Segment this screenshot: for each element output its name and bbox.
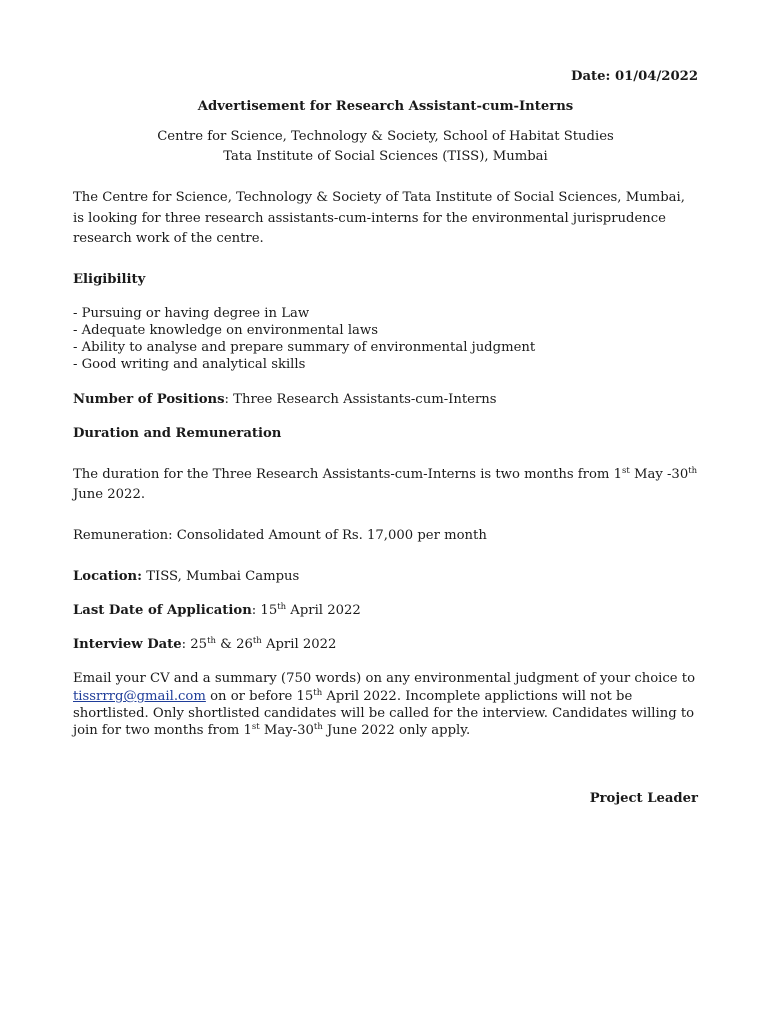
last-date-line <box>73 602 698 619</box>
duration-text: May -30 <box>629 467 689 482</box>
eligibility-heading: Eligibility <box>73 272 146 287</box>
apply-text: April 2022. Incomplete applictions will not be <box>322 689 633 704</box>
ordinal-suffix: st <box>622 466 630 476</box>
location-line <box>73 568 698 585</box>
apply-line-3: shortlisted. Only shortlisted candidates will be called for the interview. Candidates willing to <box>73 706 695 721</box>
email-link[interactable]: tissrrrg@gmail.com <box>73 689 206 704</box>
duration-line-1 <box>73 466 698 483</box>
last-date-value: : 15 <box>251 603 278 618</box>
location-value: TISS, Mumbai Campus <box>142 569 300 584</box>
intro-line-2: is looking for three research assistants-cum-interns for the environmental jurisprudence <box>73 211 666 226</box>
ordinal-suffix: th <box>313 688 323 698</box>
interview-date-value: April 2022 <box>261 637 337 652</box>
ordinal-suffix: th <box>252 636 262 646</box>
duration-heading: Duration and Remuneration <box>73 426 282 441</box>
eligibility-item: - Adequate knowledge on environmental laws <box>73 323 378 338</box>
interview-date-label: Interview Date <box>73 637 182 652</box>
apply-line-4 <box>73 722 698 739</box>
positions-line <box>73 391 698 408</box>
ordinal-suffix: th <box>207 636 216 646</box>
date-line: Date: 01/04/2022 <box>571 69 698 84</box>
ordinal-suffix: th <box>688 466 698 476</box>
eligibility-item: - Ability to analyse and prepare summary of environmental judgment <box>73 340 536 355</box>
location-label: Location: <box>73 569 142 584</box>
intro-line-1: The Centre for Science, Technology & Society of Tata Institute of Social Sciences, Mumbai, <box>73 190 685 205</box>
page-title: Advertisement for Research Assistant-cum-Interns <box>197 99 574 114</box>
org-line-1: Centre for Science, Technology & Society, School of Habitat Studies <box>157 129 614 144</box>
ordinal-suffix: th <box>313 722 323 732</box>
last-date-label: Last Date of Application <box>73 603 252 618</box>
apply-text: join for two months from 1 <box>73 723 252 738</box>
apply-text: on or before 15 <box>205 689 314 704</box>
interview-date-value: & 26 <box>215 637 253 652</box>
eligibility-item: - Pursuing or having degree in Law <box>73 306 310 321</box>
eligibility-item: - Good writing and analytical skills <box>73 357 306 372</box>
interview-date-value: : 25 <box>181 637 208 652</box>
duration-line-2: June 2022. <box>73 487 146 502</box>
signature: Project Leader <box>589 791 698 806</box>
interview-date-line <box>73 636 698 653</box>
positions-label: Number of Positions <box>73 392 225 407</box>
apply-line-2 <box>73 688 698 705</box>
apply-text: May-30 <box>259 723 314 738</box>
org-line-2: Tata Institute of Social Sciences (TISS), Mumbai <box>223 149 548 164</box>
duration-text: The duration for the Three Research Assistants-cum-Interns is two months from 1 <box>73 467 622 482</box>
apply-text: June 2022 only apply. <box>322 723 471 738</box>
last-date-value: April 2022 <box>286 603 361 618</box>
ordinal-suffix: th <box>277 602 287 612</box>
intro-line-3: research work of the centre. <box>73 231 264 246</box>
remuneration-line: Remuneration: Consolidated Amount of Rs. 17,000 per month <box>73 528 487 543</box>
apply-line-1: Email your CV and a summary (750 words) on any environmental judgment of your choice to <box>73 671 696 686</box>
ordinal-suffix: st <box>251 722 260 732</box>
positions-value: : Three Research Assistants-cum-Interns <box>224 392 497 407</box>
